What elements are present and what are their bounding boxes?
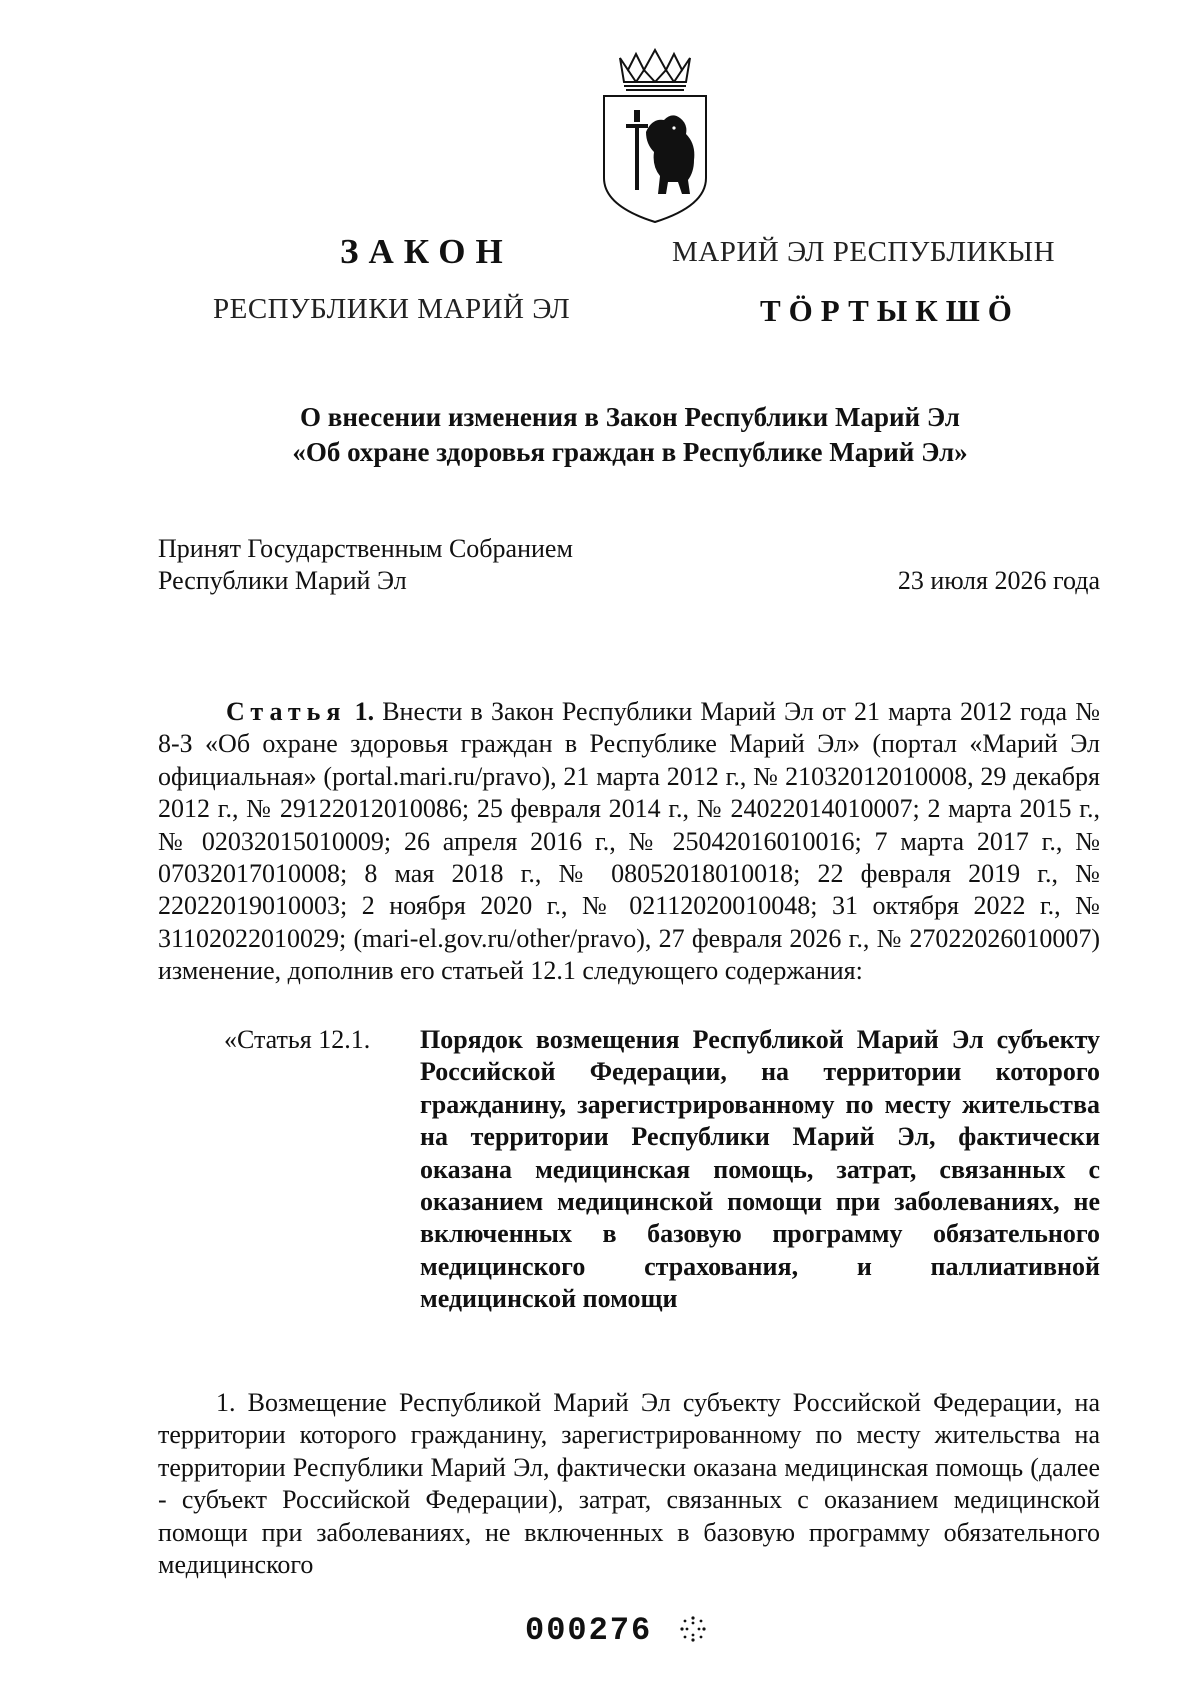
serial-number: 000276	[525, 1612, 653, 1649]
point-1	[158, 1387, 1100, 1581]
article-1	[158, 696, 1100, 988]
dotted-star-icon	[678, 1614, 708, 1644]
article-1-paragraph	[158, 696, 1100, 988]
republic-name-mari: МАРИЙ ЭЛ РЕСПУБЛИКЫН	[672, 236, 1056, 268]
adopted-by-line-2: Республики Марий Эл	[158, 566, 407, 595]
coat-of-arms-icon	[598, 48, 712, 224]
adopted-by	[158, 533, 573, 597]
article-1-text: Внести в Закон Республики Марий Эл от 21 марта 2012 года № 8-З «Об охране здоровья граждан в Республике Марий Эл» (портал «Марий Эл официальная» (portal.mari.ru/pravo), 21 марта 2012 г., № 21032012010008, 29 декабря 2012 г., № 29122012010086; 25 февраля 2014 г., № 24022014010007; 2 марта 2015 г., № 02032015010009; 26 апреля 2016 г., № 25042016010016; 7 марта 2017 г., № 07032017010008; 8 мая 2018 г., № 08052018010018; 22 февраля 2019 г., № 22022019010003; 2 ноября 2020 г., № 02112020010048; 31 октября 2022 г., № 31102022010029; (mari-el.gov.ru/other/pravo), 27 февраля 2026 г., № 27022026010007) изменение, дополнив его статьей 12.1 следующего содержания:	[158, 697, 1101, 986]
republic-name-ru: РЕСПУБЛИКИ МАРИЙ ЭЛ	[213, 293, 571, 325]
adoption-date: 23 июля 2026 года	[897, 566, 1100, 595]
point-1-text: 1. Возмещение Республикой Марий Эл субъекту Российской Федерации, на территории которого гражданину, зарегистрированному по месту жительства на территории Республики Марий Эл, фактически оказана медицинская помощь (далее - субъект Российской Федерации), затрат, связанных с оказанием медицинской помощи при заболеваниях, не включенных в базовую программу обязательного медицинского	[158, 1388, 1100, 1580]
article-12-1-label: «Статья 12.1.	[224, 1025, 371, 1054]
law-title-line-2: «Об охране здоровья граждан в Республике Марий Эл»	[292, 437, 968, 467]
article-1-number: 1.	[354, 697, 375, 726]
law-title-line-1: О внесении изменения в Закон Республики Марий Эл	[300, 402, 960, 432]
article-12-1-heading: Порядок возмещения Республикой Марий Эл субъекту Российской Федерации, на территории которого гражданину, зарегистрированному по месту жительства на территории Республики Марий Эл, фактически оказана медицинская помощь, затрат, связанных с оказанием медицинской помощи при заболеваниях, не включенных в базовую программу обязательного медицинского страхования, и паллиативной медицинской помощи	[420, 1025, 1100, 1314]
law-title	[160, 400, 1100, 470]
article-1-label: Статья	[226, 697, 347, 726]
adopted-by-line-1: Принят Государственным Собранием	[158, 534, 573, 563]
law-label-mari: ТӦРТЫКШӦ	[760, 293, 1020, 328]
law-label: ЗАКОН	[340, 232, 513, 271]
